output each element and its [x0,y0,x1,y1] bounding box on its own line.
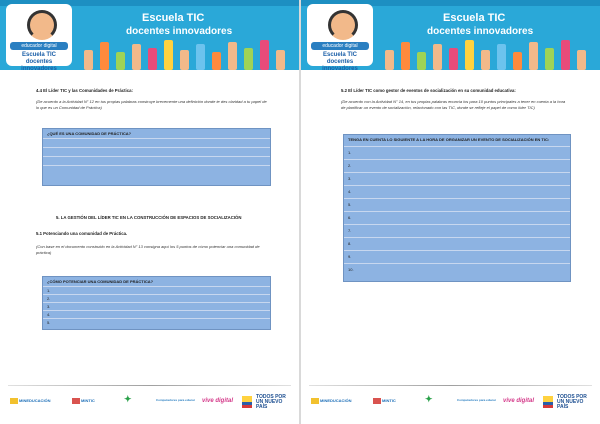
badge-line1: educador digital [311,42,369,50]
document-page-right [301,0,600,424]
list-item[interactable]: 2. [43,294,270,302]
raised-hands-illustration [381,38,596,70]
mintic-logo: MINTIC [72,398,95,404]
section-5-1-heading: 5.1 Potenciando una comunidad de Práctica. [36,231,128,236]
badge-line2: Escuela TIC docentes innovadores [322,52,358,70]
vive-digital-logo: vive digital [202,398,234,404]
list-item[interactable]: 3. [344,172,570,185]
footer-divider [8,385,291,386]
answer-line[interactable] [43,138,270,147]
banner-title-line2: docentes innovadores [427,26,534,37]
badge-line2: Escuela TIC docentes innovadores [21,52,57,70]
header-banner [0,0,299,70]
answer-line[interactable] [43,147,270,156]
mascot-face-icon [27,10,57,40]
computadores-logo: Computadores para educar [156,398,196,402]
section-5-1-instructions: (Con base en el documento construido en la Actividad N° 13 consigna aquí los 5 puntos de cómo potenciar una comunidad de práctica) [36,244,260,255]
computadores-logo: Computadores para educar [457,398,497,402]
section-5-heading: 5. LA GESTIÓN DEL LÍDER TIC EN LA CONSTRUCCIÓN DE ESPACIOS DE SOCIALIZACIÓN [56,215,242,220]
section-5-2-instructions: (De acuerdo con la Actividad N° 14, en tus propias palabras enuncia los para 10 puntos principales a tener en cuenta a la hora de planificar un evento de socialización, relacionado con las TIC, donde se refleje el papel de como líder TIC) [341,99,566,110]
banner-title-line2: docentes innovadores [126,26,233,37]
section-4-4-heading: 4.4 El Líder TIC y las Comunidades de Práctica: [36,88,133,93]
box-header: ¿QUÉ ES UNA COMUNIDAD DE PRÁCTICA? [47,131,132,136]
list-item[interactable]: 6. [344,211,570,224]
mineducacion-logo: MINEDUCACIÓN [10,398,51,404]
list-item[interactable]: 3. [43,302,270,310]
list-item[interactable]: 9. [344,250,570,263]
answer-line[interactable] [43,165,270,174]
mineducacion-logo: MINEDUCACIÓN [311,398,352,404]
sena-logo: ✦ [124,394,132,404]
section-4-4-instructions: (De acuerdo a la Actividad N° 12 en tus propias palabras construye brevemente una definición donde te des claridad a tu papel de lo que es un Comunidad de Práctica) [36,99,267,110]
mascot-face-icon [328,10,358,40]
document-page-left [0,0,299,424]
mintic-logo: MINTIC [373,398,396,404]
badge-line1: educador digital [10,42,68,50]
footer-logos [307,392,594,416]
escudo-icon [242,396,252,408]
list-item[interactable]: 7. [344,224,570,237]
list-item[interactable]: 1. [344,146,570,159]
section-5-2-heading: 5.2 El Líder TIC como gestor de eventos de socialización en su comunidad educativa: [341,88,516,93]
escudo-icon [543,396,553,408]
potenciar-comunidad-box [42,276,271,330]
list-item[interactable]: 4. [344,185,570,198]
educador-digital-logo [307,4,373,70]
vive-digital-logo: vive digital [503,398,535,404]
list-item[interactable]: 10. [344,263,570,276]
list-item[interactable]: 8. [344,237,570,250]
list-item[interactable]: 5. [344,198,570,211]
list-item[interactable]: 2. [344,159,570,172]
raised-hands-illustration [80,38,295,70]
comunidad-practica-box [42,128,271,186]
header-banner [301,0,600,70]
box-header: TENGA EN CUENTA LO SIGUIENTE A LA HORA DE ORGANIZAR UN EVENTO DE SOCIALIZACIÓN EN TIC: [348,137,550,142]
todos-nuevo-pais-logo: TODOS POR UN NUEVO PAÍS [557,394,587,410]
banner-title-line1: Escuela TIC [142,12,205,24]
educador-digital-logo [6,4,72,70]
footer-divider [309,385,592,386]
sena-logo: ✦ [425,394,433,404]
list-item[interactable]: 5. [43,318,270,326]
evento-socializacion-box [343,134,571,282]
list-item[interactable]: 1. [43,286,270,294]
list-item[interactable]: 4. [43,310,270,318]
todos-nuevo-pais-logo: TODOS POR UN NUEVO PAÍS [256,394,286,410]
banner-title-line1: Escuela TIC [443,12,506,24]
answer-line[interactable] [43,156,270,165]
box-header: ¿CÓMO POTENCIAR UNA COMUNIDAD DE PRÁCTICA? [47,279,154,284]
footer-logos [6,392,293,416]
